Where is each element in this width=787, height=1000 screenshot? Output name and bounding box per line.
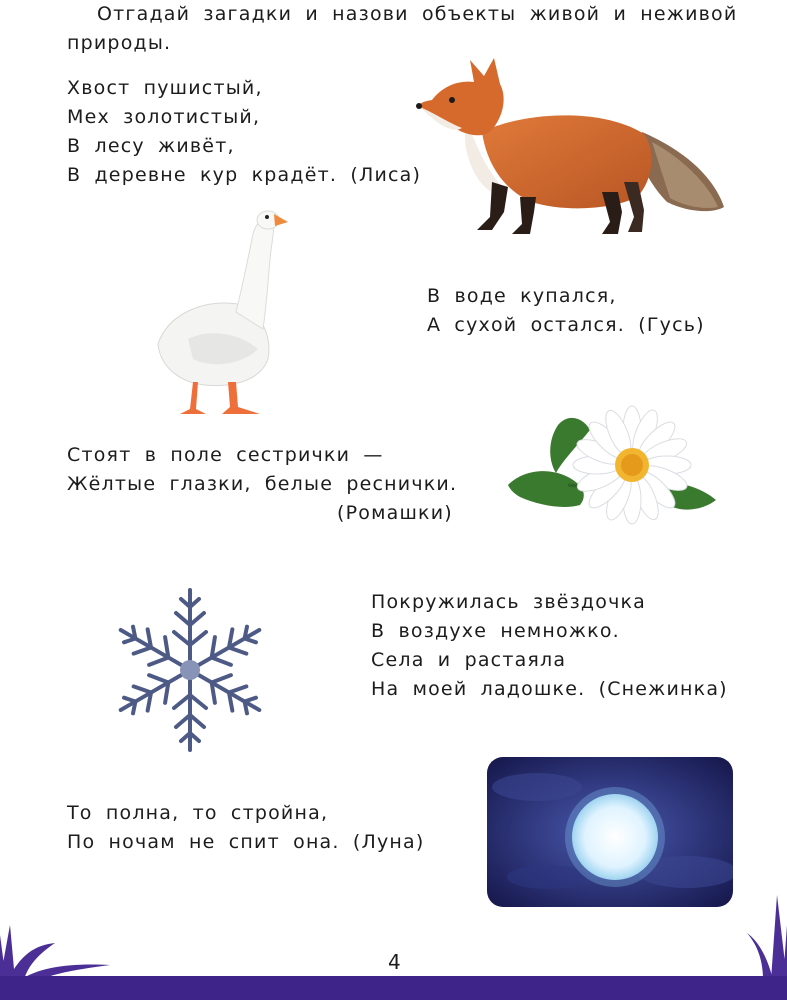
snowflake-image bbox=[95, 585, 285, 755]
riddle-fox bbox=[67, 74, 421, 190]
riddle-moon bbox=[67, 799, 425, 857]
chamomile-image bbox=[508, 405, 718, 530]
riddle-line: Жёлтые глазки, белые реснички. bbox=[67, 473, 458, 495]
grass-decoration-right bbox=[737, 895, 787, 980]
goose-image bbox=[148, 204, 288, 418]
riddle-line: Села и растаяла bbox=[371, 649, 567, 671]
riddle-line: А сухой остался. (Гусь) bbox=[427, 314, 705, 336]
riddle-line: В деревне кур крадёт. (Лиса) bbox=[67, 164, 422, 186]
bottom-bar bbox=[0, 976, 787, 1000]
riddle-line: В лесу живёт, bbox=[67, 135, 235, 157]
riddle-snowflake bbox=[371, 588, 728, 704]
riddle-line: Мех золотистый, bbox=[67, 106, 261, 128]
riddle-line: В воздухе немножко. bbox=[371, 620, 620, 642]
riddle-line: По ночам не спит она. (Луна) bbox=[67, 831, 425, 853]
riddle-line: В воде купался, bbox=[427, 285, 617, 307]
riddle-line: Покружилась звёздочка bbox=[371, 591, 647, 613]
fox-image bbox=[412, 52, 732, 237]
intro-line-1: Отгадай загадки и назови объекты живой и неживой bbox=[97, 3, 738, 25]
intro-text bbox=[67, 0, 737, 58]
page-number: 4 bbox=[388, 950, 401, 974]
grass-decoration-left bbox=[0, 905, 120, 980]
riddle-line: То полна, то стройна, bbox=[67, 802, 329, 824]
riddle-line: Стоят в поле сестрички — bbox=[67, 444, 384, 466]
moon-image bbox=[487, 757, 733, 907]
riddle-goose bbox=[427, 282, 705, 340]
riddle-chamomile bbox=[67, 441, 457, 528]
riddle-line: Хвост пушистый, bbox=[67, 77, 263, 99]
intro-line-2: природы. bbox=[67, 32, 172, 54]
riddle-line: (Ромашки) bbox=[337, 502, 453, 524]
riddle-line: На моей ладошке. (Снежинка) bbox=[371, 678, 728, 700]
